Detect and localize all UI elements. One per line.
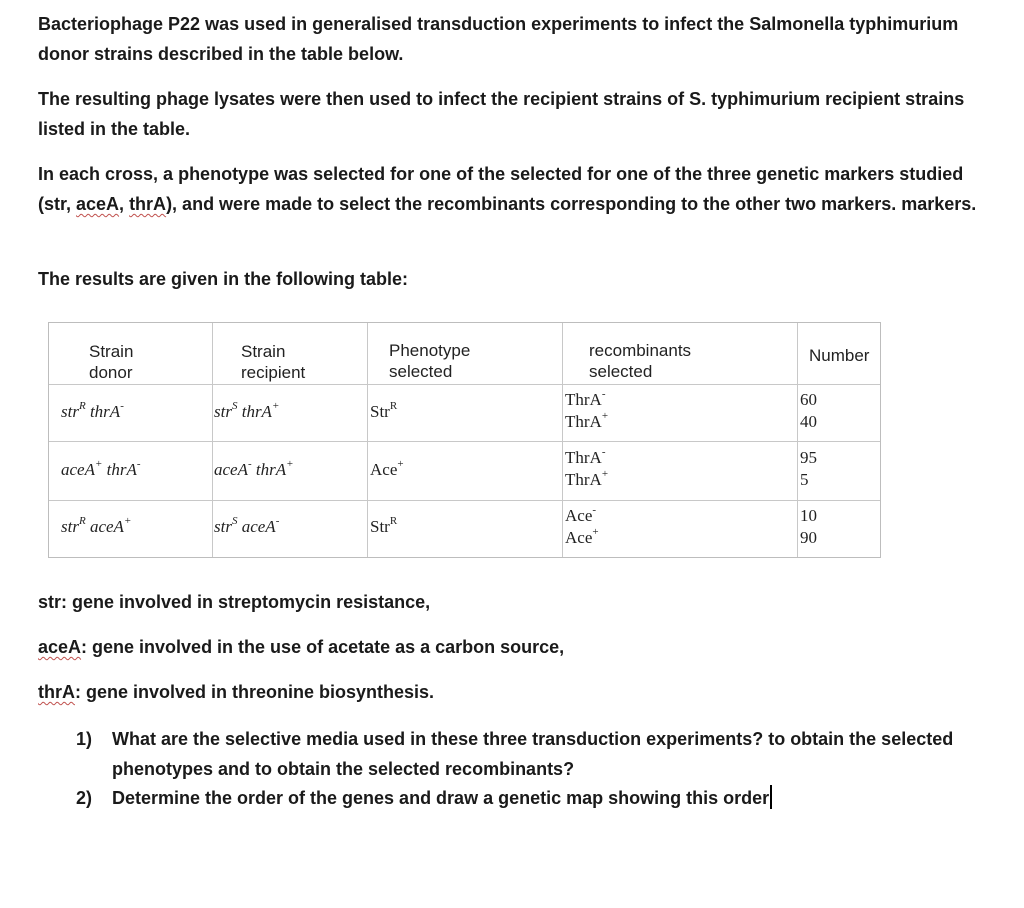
header-recombinants-selected (589, 340, 691, 382)
intro-paragraph-2: The resulting phage lysates were then used to infect the recipient strains of S. typhimurium recipient strains listed in the table. (38, 89, 965, 139)
question-2-text: Determine the order of the genes and draw a genetic map showing this order (112, 788, 770, 808)
header-phenotype-selected (389, 340, 470, 382)
table-row-1-donor: str$^R$ thrA- (61, 400, 124, 421)
table-row-3-recipient: str$^S$ aceA- (214, 515, 280, 536)
header-donor-line1: Strain (89, 342, 134, 361)
note-thra-gene: thrA (38, 682, 75, 702)
intro-paragraph-4: The results are given in the following table: (38, 269, 409, 289)
note-thra-text: : gene involved in threonine biosynthesis. (75, 682, 435, 702)
header-number: Number (809, 346, 870, 365)
intro-p3-part-c: ), and were made to select the recombinants corresponding to the other two markers. markers. (166, 194, 977, 214)
table-row-3-donor: str$^R$ aceA+ (61, 515, 132, 536)
results-table (48, 322, 881, 558)
header-phenotype-line2: selected (389, 362, 453, 381)
header-recombinants-line1: recombinants (589, 341, 692, 360)
table-row-3-recombinants: Ace- Ace+ (565, 504, 599, 547)
note-thra (38, 677, 978, 707)
table-row-2-number: 95 5 (800, 448, 817, 489)
column-divider (212, 323, 213, 557)
header-strain-donor (89, 341, 133, 383)
table-row-3-number: 10 90 (800, 506, 817, 547)
row-divider (49, 441, 880, 442)
gene-thra-mention: thrA (129, 194, 167, 214)
header-phenotype-line1: Phenotype (389, 341, 471, 360)
table-row-3-phenotype: Str$^R$ (370, 515, 398, 536)
column-divider (797, 323, 798, 557)
row-divider (49, 500, 880, 501)
header-recipient-line1: Strain (241, 342, 286, 361)
intro-p3-part-a: In each cross, a phenotype was selected for one of the selected for one of the three genetic markers studied (str, (38, 164, 964, 214)
column-divider (562, 323, 563, 557)
question-1-text: What are the selective media used in these three transduction experiments? to obtain the selected phenotypes and to obtain the selected recombinants? (112, 729, 954, 779)
question-2-line[interactable] (112, 783, 972, 813)
header-recombinants-line2: selected (589, 362, 653, 381)
table-row-1-number: 60 40 (800, 390, 817, 431)
gene-acea-mention: aceA (76, 194, 120, 214)
header-donor-line2: donor (89, 363, 133, 382)
note-acea-text: : gene involved in the use of acetate as a carbon source, (81, 637, 565, 657)
note-acea (38, 632, 978, 662)
text-cursor (770, 785, 772, 809)
table-row-2-donor: aceA+ thrA- (61, 458, 141, 479)
question-2-number: 2) (76, 788, 93, 808)
row-divider (49, 384, 880, 385)
intro-paragraph-3 (38, 159, 978, 219)
intro-paragraph-1: Bacteriophage P22 was used in generalised transduction experiments to infect the Salmonella typhimurium donor strains described in the table below. (38, 14, 959, 64)
table-row-2-recipient: aceA- thrA+ (214, 458, 294, 479)
table-row-1-recombinants: ThrA- ThrA+ (565, 388, 609, 431)
note-acea-gene: aceA (38, 637, 82, 657)
table-row-1-phenotype: Str$^R$ (370, 400, 398, 421)
column-divider (367, 323, 368, 557)
header-strain-recipient (241, 341, 305, 383)
note-str: str: gene involved in streptomycin resistance, (38, 592, 431, 612)
table-row-2-phenotype: Ace+ (370, 458, 404, 479)
intro-p3-part-b: , (119, 194, 130, 214)
table-row-2-recombinants: ThrA- ThrA+ (565, 446, 609, 489)
table-row-1-recipient: str$^S$ thrA+ (214, 400, 280, 421)
header-recipient-line2: recipient (241, 363, 306, 382)
question-1-number: 1) (76, 729, 93, 749)
